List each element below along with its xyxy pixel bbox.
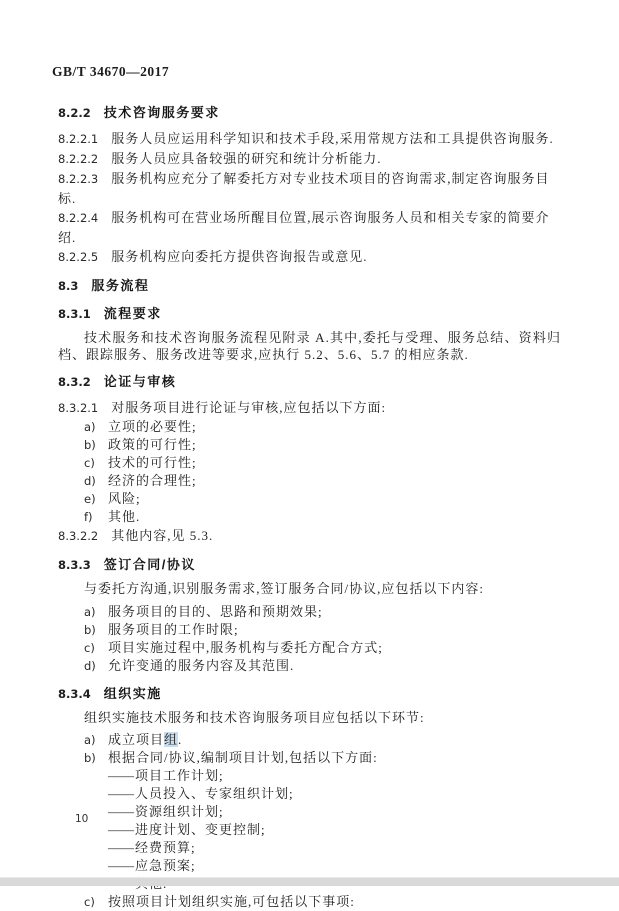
section-title: 流程要求 [103,306,162,321]
list-item-label: a) [84,733,96,747]
list-item [58,657,561,675]
paragraph [58,581,561,598]
clause-text: 服务机构应向委托方提供咨询报告或意见. [111,249,368,264]
section-heading [58,373,561,391]
list-item [58,749,561,767]
clause-number: 8.2.2.1 [58,132,99,146]
clause-number: 8.2.2.4 [58,211,99,225]
dash-item-text: 资源组织计划; [135,804,224,819]
list-item-label: a) [84,604,96,619]
list-item [58,621,561,639]
dash-item [58,839,561,857]
dash-prefix: —— [108,840,134,855]
dash-item-text: 应急预案; [135,858,196,873]
section-heading [58,305,561,323]
text-highlight: 组 [164,732,179,747]
dash-item-text: 项目工作计划; [135,768,224,783]
list-item-text: 政策的可行性; [108,437,197,452]
dash-item-text: 人员投入、专家组织计划; [135,786,294,801]
clause [58,129,561,149]
section-title: 技术咨询服务要求 [103,105,220,120]
list-item [58,893,561,911]
clause-number: 8.2.2.5 [58,250,99,264]
clause-text: 服务机构可在营业场所醒目位置,展示咨询服务人员和相关专家的简要介绍. [58,210,550,245]
list-item-label: d) [84,474,96,488]
list-item [58,603,561,621]
dash-item-text: 经费预算; [135,840,196,855]
list-item-text: 经济的合理性; [108,473,197,488]
list-item [58,472,561,490]
list-item [58,490,561,508]
dash-prefix: —— [108,768,134,783]
list-item [58,731,561,749]
list-item-label: b) [84,438,96,452]
list-item-label: c) [84,895,95,909]
list-item [58,454,561,472]
clause-text: 服务人员应具备较强的研究和统计分析能力. [111,151,382,166]
list-item-label: d) [84,658,96,673]
section-heading [58,277,561,295]
list-item-text: . [178,732,183,747]
standard-number-header: GB/T 34670—2017 [52,64,170,79]
list-item [58,418,561,436]
clause [58,208,561,247]
clause-text: 其他内容,见 5.3. [111,528,214,543]
clause-text: 对服务项目进行论证与审核,应包括以下方面: [111,400,387,415]
list-item-text: 服务项目的工作时限; [108,621,239,637]
dash-item-text: 进度计划、变更控制; [135,822,266,837]
page-bottom-edge [0,877,619,886]
clause-text: 服务机构应充分了解委托方对专业技术项目的咨询需求,制定咨询服务目标. [58,171,550,206]
list-item-text: 成立项目 [108,732,165,747]
section-title: 组织实施 [103,685,162,701]
section-number: 8.3.2 [58,375,91,389]
dash-prefix: —— [108,786,134,801]
clause [58,398,561,418]
section-title: 签订合同/协议 [103,557,196,572]
dash-item [58,821,561,839]
list-item-label: c) [84,640,95,655]
list-item-text: 根据合同/协议,编制项目计划,包括以下方面: [108,750,378,765]
clause [58,169,561,208]
clause-text: 服务人员应运用科学知识和技术手段,采用常规方法和工具提供咨询服务. [111,131,554,146]
section-number: 8.3.3 [58,558,91,572]
list-item-label: a) [84,420,96,434]
clause-number: 8.3.2.1 [58,401,99,415]
document-body [58,104,561,911]
list-item-text: 项目实施过程中,服务机构与委托方配合方式; [108,639,383,655]
paragraph-text: 与委托方沟通,识别服务需求,签订服务合同/协议,应包括以下内容: [84,581,484,596]
list-item-label: c) [84,456,95,470]
clause-number: 8.3.2.2 [58,529,99,543]
paragraph-text: 组织实施技术服务和技术咨询服务项目应包括以下环节: [84,709,425,725]
section-number: 8.3.1 [58,307,91,321]
list-item [58,639,561,657]
list-item [58,436,561,454]
dash-item [58,767,561,785]
list-item-text: 允许变通的服务内容及其范围. [108,657,295,673]
section-number: 8.3.4 [58,686,91,701]
list-item-text: 其他. [108,509,141,524]
section-title: 服务流程 [91,278,150,293]
section-number: 8.3 [58,279,79,293]
clause [58,526,561,546]
dash-prefix: —— [108,822,134,837]
section-heading [58,104,561,122]
dash-item [58,785,561,803]
list-item-text: 服务项目的目的、思路和预期效果; [108,603,323,619]
dash-item [58,803,561,821]
clause-number: 8.2.2.3 [58,172,99,186]
paragraph-text: 技术服务和技术咨询服务流程见附录 A.其中,委托与受理、服务总结、资料归档、跟踪服务、服务改进等要求,应执行 5.2、5.6、5.7 的相应条款. [58,330,561,362]
dash-prefix: —— [108,858,134,873]
page-number: 10 [75,813,89,825]
list-item-text: 风险; [108,491,141,506]
list-item-label: b) [84,751,96,765]
list-item-label: f) [84,510,93,524]
list-item-text: 按照项目计划组织实施,可包括以下事项: [108,894,355,909]
section-number: 8.2.2 [58,106,91,120]
section-title: 论证与审核 [103,374,177,389]
paragraph [58,710,561,727]
list-item-label: e) [84,492,96,506]
paragraph [58,330,561,363]
clause-number: 8.2.2.2 [58,152,99,166]
section-heading [58,556,561,574]
list-item-label: b) [84,622,96,637]
dash-item [58,857,561,875]
list-item [58,508,561,526]
list-item-text: 技术的可行性; [108,455,197,470]
clause [58,247,561,267]
clause [58,149,561,169]
section-heading [58,685,561,703]
dash-prefix: —— [108,804,134,819]
list-item-text: 立项的必要性; [108,419,197,434]
